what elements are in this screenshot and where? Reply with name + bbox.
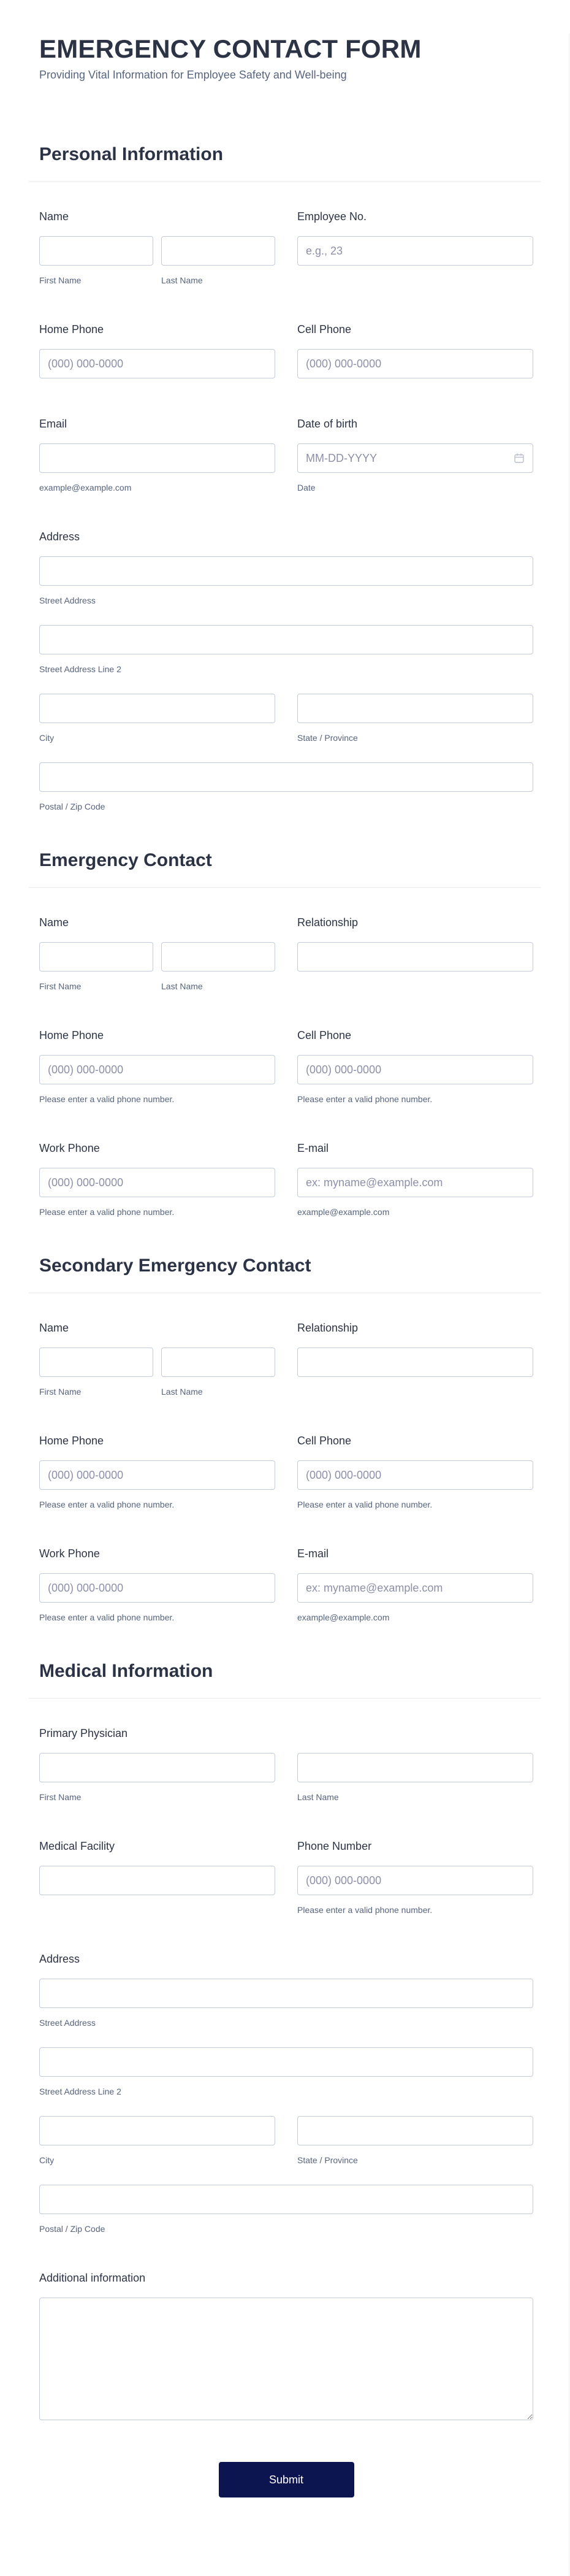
additional-information-textarea[interactable] [39, 2298, 533, 2420]
submit-button[interactable]: Submit [219, 2462, 354, 2497]
field-medical-facility [39, 1839, 275, 1917]
field-label: Cell Phone [297, 1435, 352, 1447]
field-date-of-birth [297, 416, 533, 495]
sublabel: example@example.com [297, 1207, 390, 1217]
state-input[interactable] [297, 694, 533, 723]
field-label: E-mail [297, 1547, 329, 1560]
field-label: Work Phone [39, 1142, 100, 1154]
field-work-phone [39, 1546, 275, 1625]
home-phone-input[interactable] [39, 1460, 275, 1490]
field-label: Name [39, 916, 69, 929]
street-address-line2-input[interactable] [39, 2047, 533, 2077]
phone-number-input[interactable] [297, 1866, 533, 1895]
last-name-input[interactable] [161, 236, 275, 266]
sublabel: Last Name [161, 981, 203, 991]
divider [29, 1698, 541, 1699]
sublabel: City [39, 2155, 55, 2165]
field-label: E-mail [297, 1142, 329, 1154]
work-phone-input[interactable] [39, 1573, 275, 1603]
field-address [39, 529, 533, 814]
form-subtitle: Providing Vital Information for Employee Safety and Well-being [39, 69, 347, 81]
sublabel: Street Address [39, 2018, 96, 2028]
email-input[interactable] [297, 1168, 533, 1197]
cell-phone-input[interactable] [297, 1055, 533, 1084]
sublabel: City [39, 733, 55, 743]
sublabel: Please enter a valid phone number. [297, 1905, 433, 1915]
emergency-contact-form [0, 34, 570, 2497]
field-cell-phone [297, 1433, 533, 1512]
field-address [39, 1952, 533, 2236]
last-name-input[interactable] [161, 942, 275, 972]
section-medical-information [39, 1659, 533, 2420]
field-home-phone [39, 1028, 275, 1106]
field-name [39, 1321, 275, 1399]
last-name-input[interactable] [161, 1347, 275, 1377]
date-of-birth-input[interactable] [297, 443, 533, 473]
field-primary-physician [39, 1726, 533, 1804]
field-cell-phone [297, 322, 533, 378]
field-label: Date of birth [297, 418, 358, 430]
field-label: Cell Phone [297, 1029, 352, 1041]
field-relationship [297, 915, 533, 994]
field-label: Email [39, 418, 67, 430]
divider [29, 181, 541, 182]
postal-code-input[interactable] [39, 2185, 533, 2214]
sublabel: Date [297, 483, 316, 493]
street-address-line2-input[interactable] [39, 625, 533, 654]
section-heading: Personal Information [39, 144, 224, 164]
field-label: Additional information [39, 2272, 146, 2284]
street-address-input[interactable] [39, 556, 533, 586]
field-label: Home Phone [39, 323, 104, 335]
sublabel: Postal / Zip Code [39, 2224, 105, 2234]
email-input[interactable] [39, 443, 275, 473]
sublabel: Street Address Line 2 [39, 664, 121, 674]
state-input[interactable] [297, 2116, 533, 2145]
field-label: Phone Number [297, 1840, 372, 1852]
relationship-input[interactable] [297, 1347, 533, 1377]
field-label: Name [39, 210, 69, 223]
field-employee-no [297, 209, 533, 288]
calendar-icon[interactable] [514, 453, 525, 464]
section-emergency-contact [39, 848, 533, 1219]
first-name-input[interactable] [39, 1347, 153, 1377]
field-home-phone [39, 1433, 275, 1512]
form-title: EMERGENCY CONTACT FORM [39, 34, 422, 63]
divider [29, 1292, 541, 1294]
sublabel: Last Name [297, 1792, 339, 1802]
sublabel: First Name [39, 981, 82, 991]
sublabel: State / Province [297, 2155, 358, 2165]
field-email [297, 1141, 533, 1219]
sublabel: First Name [39, 1792, 82, 1802]
sublabel: Street Address Line 2 [39, 2087, 121, 2096]
home-phone-input[interactable] [39, 1055, 275, 1084]
work-phone-input[interactable] [39, 1168, 275, 1197]
medical-facility-input[interactable] [39, 1866, 275, 1895]
field-additional-information [39, 2271, 533, 2420]
first-name-input[interactable] [39, 236, 153, 266]
sublabel: Please enter a valid phone number. [39, 1612, 175, 1622]
field-label: Work Phone [39, 1547, 100, 1560]
street-address-input[interactable] [39, 1979, 533, 2008]
sublabel: Please enter a valid phone number. [297, 1500, 433, 1509]
field-home-phone [39, 322, 275, 378]
field-label: Home Phone [39, 1029, 104, 1041]
sublabel: First Name [39, 275, 82, 285]
field-label: Name [39, 1322, 69, 1334]
field-label: Relationship [297, 916, 359, 929]
section-personal-information [39, 142, 533, 814]
sublabel: Postal / Zip Code [39, 802, 105, 811]
city-input[interactable] [39, 694, 275, 723]
field-label: Medical Facility [39, 1840, 115, 1852]
field-label: Address [39, 531, 80, 543]
field-email [297, 1546, 533, 1625]
sublabel: example@example.com [39, 483, 132, 493]
sublabel: Please enter a valid phone number. [39, 1207, 175, 1217]
sublabel: Please enter a valid phone number. [39, 1094, 175, 1104]
home-phone-input[interactable] [39, 349, 275, 378]
field-label: Primary Physician [39, 1727, 128, 1739]
field-label: Cell Phone [297, 323, 352, 335]
sublabel: First Name [39, 1387, 82, 1397]
field-label: Home Phone [39, 1435, 104, 1447]
sublabel: Please enter a valid phone number. [39, 1500, 175, 1509]
postal-code-input[interactable] [39, 762, 533, 792]
employee-no-input[interactable] [297, 236, 533, 266]
section-heading: Emergency Contact [39, 850, 212, 870]
field-cell-phone [297, 1028, 533, 1106]
sublabel: Last Name [161, 1387, 203, 1397]
email-input[interactable] [297, 1573, 533, 1603]
field-name [39, 209, 275, 288]
city-input[interactable] [39, 2116, 275, 2145]
physician-last-name-input[interactable] [297, 1753, 533, 1782]
field-name [39, 915, 275, 994]
cell-phone-input[interactable] [297, 349, 533, 378]
field-relationship [297, 1321, 533, 1399]
divider [29, 887, 541, 888]
section-heading: Secondary Emergency Contact [39, 1255, 311, 1276]
submit-area [39, 2462, 533, 2497]
physician-first-name-input[interactable] [39, 1753, 275, 1782]
first-name-input[interactable] [39, 942, 153, 972]
field-email [39, 416, 275, 495]
section-secondary-emergency-contact [39, 1254, 533, 1625]
sublabel: State / Province [297, 733, 358, 743]
field-label: Relationship [297, 1322, 359, 1334]
section-heading: Medical Information [39, 1661, 213, 1681]
sublabel: Please enter a valid phone number. [297, 1094, 433, 1104]
field-label: Address [39, 1953, 80, 1965]
field-label: Employee No. [297, 210, 367, 223]
sublabel: Last Name [161, 275, 203, 285]
sublabel: Street Address [39, 596, 96, 605]
field-phone-number [297, 1839, 533, 1917]
field-work-phone [39, 1141, 275, 1219]
sublabel: example@example.com [297, 1612, 390, 1622]
relationship-input[interactable] [297, 942, 533, 972]
cell-phone-input[interactable] [297, 1460, 533, 1490]
